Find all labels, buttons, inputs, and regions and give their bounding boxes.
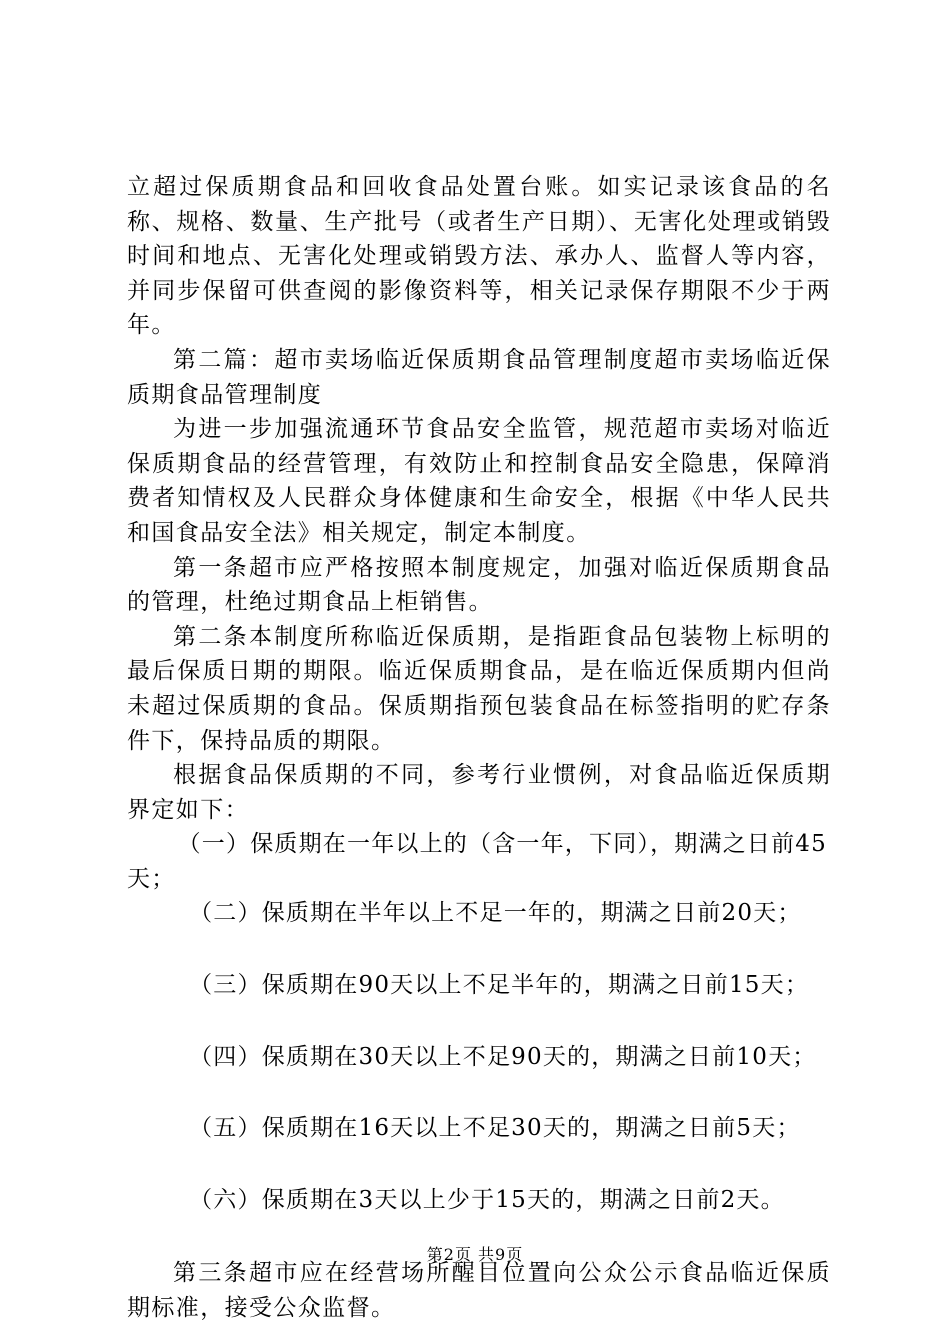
- article-2: 第二条本制度所称临近保质期，是指距食品包装物上标明的最后保质日期的期限。临近保质期食品，是在临近保质期内但尚未超过保质期的食品。保质期指预包装食品在标签指明的贮存条件下，保持品质的期限。: [127, 623, 831, 754]
- article-1: 第一条超市应严格按照本制度规定，加强对临近保质期食品的管理，杜绝过期食品上柜销售。: [127, 554, 831, 616]
- list-item: （二）保质期在半年以上不足一年的，期满之日前20天；: [189, 900, 802, 927]
- list-item: （一）保质期在一年以上的（含一年，下同），期满之日前45天；: [127, 831, 827, 892]
- list-item: （五）保质期在16天以上不足30天的，期满之日前5天；: [189, 1115, 801, 1142]
- document-body: [127, 170, 831, 1326]
- paragraph-intro: 为进一步加强流通环节食品安全监管，规范超市卖场对临近保质期食品的经营管理，有效防止和控制食品安全隐患，保障消费者知情权及人民群众身体健康和生命安全，根据《中华人民共和国食品安全法》相关规定，制定本制度。: [127, 416, 831, 546]
- article-3: 第三条超市应在经营场所醒目位置向公众公示食品临近保质期标准，接受公众监督。: [127, 1260, 831, 1322]
- list-item: （四）保质期在30天以上不足90天的，期满之日前10天；: [189, 1043, 817, 1070]
- page-footer: 第2页 共9页: [426, 1245, 524, 1264]
- section-heading: 第二篇：超市卖场临近保质期食品管理制度超市卖场临近保质期食品管理制度: [127, 346, 831, 408]
- list-item: （六）保质期在3天以上少于15天的，期满之日前2天。: [189, 1186, 785, 1213]
- paragraph-definition: 根据食品保质期的不同，参考行业惯例，对食品临近保质期界定如下：: [127, 762, 831, 823]
- paragraph-continuation: 立超过保质期食品和回收食品处置台账。如实记录该食品的名称、规格、数量、生产批号（或者生产日期）、无害化处理或销毁时间和地点、无害化处理或销毁方法、承办人、监督人等内容，并同步保留可供查阅的影像资料等，相关记录保存期限不少于两年。: [127, 174, 831, 339]
- list-item: （三）保质期在90天以上不足半年的，期满之日前15天；: [189, 972, 810, 999]
